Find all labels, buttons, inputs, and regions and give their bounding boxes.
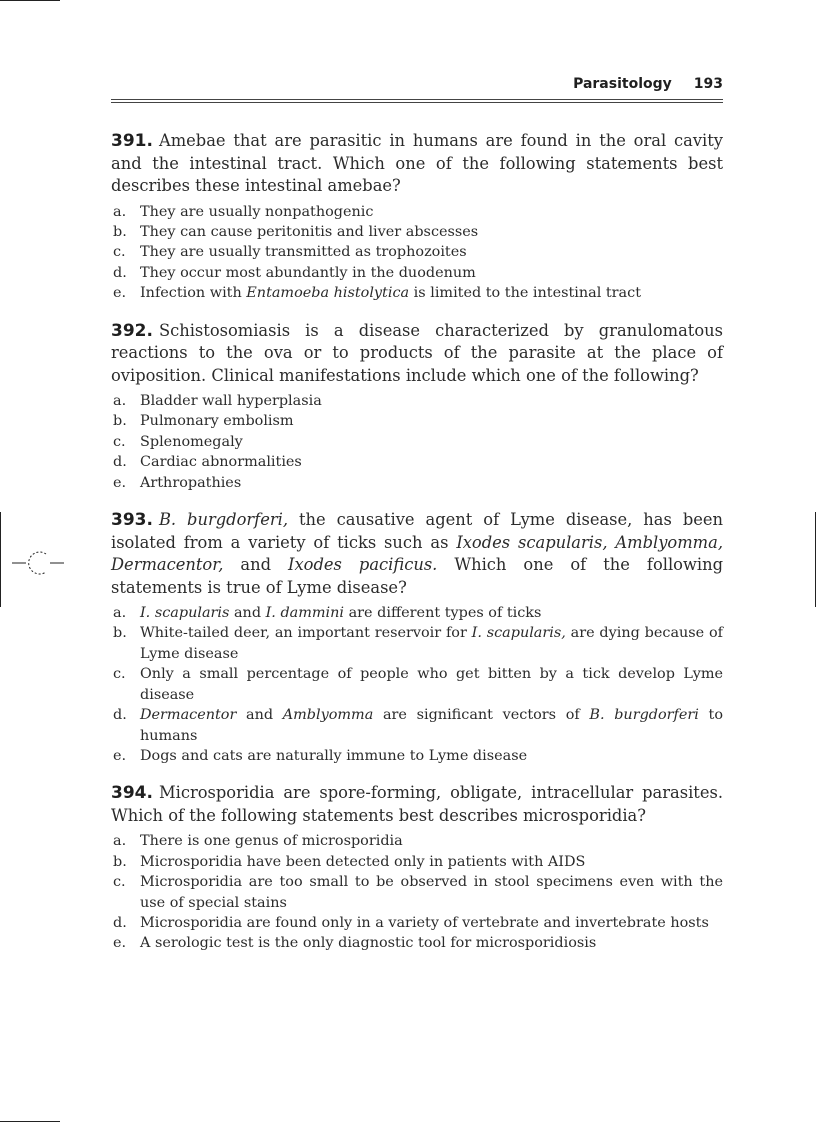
question-stem: 392. Schistosomiasis is a disease characterized by granulomatous reactions to the ova or to products of the parasite at the place of oviposition. Clinical manifestations include which one of the following? [111, 320, 723, 385]
question-393 [111, 509, 723, 766]
option-c: c. They are usually transmitted as trophozoites [113, 244, 467, 261]
question-394 [111, 782, 723, 953]
question-list [111, 130, 723, 970]
option-d: d. Microsporidia are found only in a variety of vertebrate and invertebrate hosts [113, 914, 709, 931]
option-b: b. They can cause peritonitis and liver abscesses [113, 223, 479, 240]
crop-mark-top-left [0, 0, 60, 1]
option-e: e. Infection with Entamoeba histolytica is limited to the intestinal tract [113, 285, 641, 302]
option-d: d. Dermacentor and Amblyomma are significant vectors of B. burgdorferi to humans [113, 707, 723, 744]
option-a: a. I. scapularis and I. dammini are different types of ticks [113, 605, 542, 622]
header-rule [111, 99, 723, 105]
crop-mark-left-vertical [0, 512, 1, 607]
section-title: Parasitology [573, 76, 672, 92]
page-number: 193 [693, 76, 723, 92]
registration-mark-icon [12, 548, 64, 578]
question-number: 394. [111, 783, 153, 804]
option-b: b. Pulmonary embolism [113, 413, 294, 430]
answer-options [111, 831, 723, 953]
option-e: e. Dogs and cats are naturally immune to Lyme disease [113, 747, 528, 764]
option-e: e. A serologic test is the only diagnostic tool for microsporidiosis [113, 935, 597, 952]
crop-mark-bottom-left [0, 1121, 60, 1122]
question-number: 392. [111, 320, 153, 341]
question-392 [111, 320, 723, 494]
option-d: d. They occur most abundantly in the duodenum [113, 264, 476, 281]
option-d: d. Cardiac abnormalities [113, 454, 302, 471]
option-c: c. Only a small percentage of people who get bitten by a tick develop Lyme disease [113, 666, 723, 703]
answer-options [111, 202, 723, 304]
option-b: b. Microsporidia have been detected only in patients with AIDS [113, 853, 586, 870]
question-number: 393. [111, 510, 153, 531]
question-stem: 393. B. burgdorferi, the causative agent of Lyme disease, has been isolated from a variety of ticks such as Ixodes scapularis, Amblyomma, Dermacentor, and Ixodes pacificus. Which one of the following statements is true of Lyme disease? [111, 510, 724, 597]
option-e: e. Arthropathies [113, 474, 242, 491]
option-a: a. There is one genus of microsporidia [113, 833, 403, 850]
option-c: c. Microsporidia are too small to be observed in stool specimens even with the use of special stains [113, 874, 723, 911]
question-stem: 391. Amebae that are parasitic in humans are found in the oral cavity and the intestinal tract. Which one of the following statements best describes these intestinal amebae? [111, 131, 723, 195]
question-number: 391. [111, 131, 153, 151]
answer-options [111, 391, 723, 493]
option-b: b. White-tailed deer, an important reservoir for I. scapularis, are dying because of Lyme disease [113, 625, 723, 662]
option-c: c. Splenomegaly [113, 433, 243, 450]
question-391 [111, 130, 723, 304]
answer-options [111, 603, 723, 766]
option-a: a. Bladder wall hyperplasia [113, 393, 322, 410]
question-stem: 394. Microsporidia are spore-forming, obligate, intracellular parasites. Which of the following statements best describes microsporidia? [111, 783, 723, 825]
running-header [111, 76, 723, 92]
option-a: a. They are usually nonpathogenic [113, 203, 374, 220]
